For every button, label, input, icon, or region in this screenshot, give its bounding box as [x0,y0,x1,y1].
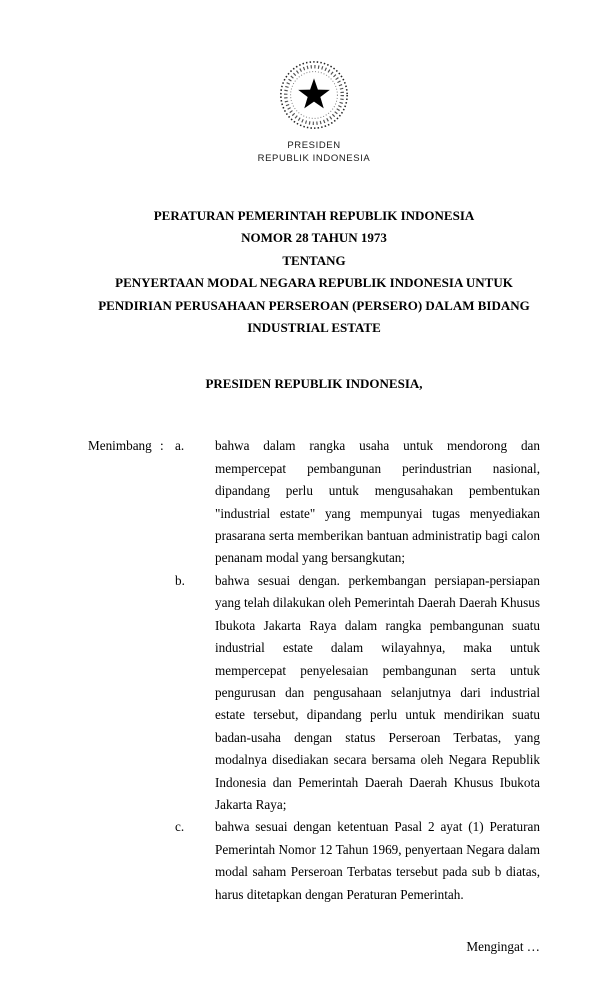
institution-line-1: PRESIDEN [287,140,341,151]
title-line-2: NOMOR 28 TAHUN 1973 [241,230,387,246]
title-line-5: PENDIRIAN PERUSAHAAN PERSEROAN (PERSERO) DALAM BIDANG [98,297,530,313]
item-text: bahwa sesuai dengan ketentuan Pasal 2 ayat (1) Peraturan Pemerintah Nomor 12 Tahun 1969, penyertaan Negara dalam modal saham Perseroan Terbatas tersebut pada sub b diatas, harus ditetapkan dengan Peraturan Pemerintah. [215,819,540,902]
presidential-seal-icon [88,56,540,134]
title-line-3: TENTANG [282,252,346,268]
considerations-label: Menimbang [88,438,152,454]
item-marker: a. [175,438,185,454]
document-title [88,205,540,339]
considerations-section [88,435,540,906]
considerations-colon: : [160,438,164,454]
item-marker: b. [175,572,185,588]
item-marker: c. [175,819,185,835]
item-text: bahwa sesuai dengan. perkembangan persiapan-persiapan yang telah dilakukan oleh Pemerintah Daerah Daerah Khusus Ibukota Jakarta Raya dalam rangka pembangunan suatu industrial estate dalam wilayahnya, maka untuk mempercepat penyelesaian pembangunan serta untuk pengurusan dan pengusahaan selanjutnya dari industrial estate tersebut, dipandang perlu untuk mendirikan suatu badan-usaha dengan status Perseroan Terbatas, yang modalnya disediakan secara bersama oleh Negara Republik Indonesia dan Pemerintah Daerah Daerah Khusus Ibukota Jakarta Raya; [215,572,540,812]
consideration-item-b [175,570,540,816]
consideration-item-c [175,816,540,906]
title-line-4: PENYERTAAN MODAL NEGARA REPUBLIK INDONESIA UNTUK [115,275,513,291]
title-line-1: PERATURAN PEMERINTAH REPUBLIK INDONESIA [153,208,475,223]
consideration-item-a [175,435,540,569]
considerations-list [175,435,540,906]
item-text: bahwa dalam rangka usaha untuk mendorong dan mempercepat pembangunan perindustrian nasional, dipandang perlu untuk mengusahakan pembentukan "industrial estate" yang mempunyai tugas menyediakan prasarana serta memberikan bantuan administratip bagi calon penanam modal yang bersangkutan; [215,438,540,566]
institution-name [88,140,540,165]
title-line-6: INDUSTRIAL ESTATE [247,320,381,336]
salutation: PRESIDEN REPUBLIK INDONESIA, [205,376,423,392]
institution-line-2: REPUBLIK INDONESIA [257,152,371,164]
document-header [88,56,540,165]
page-catchword: Mengingat … [466,938,540,954]
